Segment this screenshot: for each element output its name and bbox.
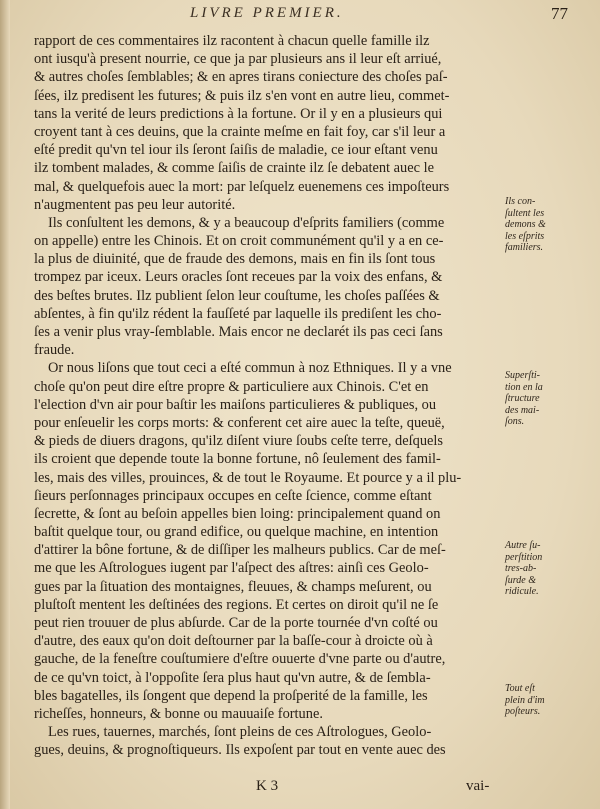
paragraph (34, 214, 502, 360)
text-line: pour enſeuelir les corps morts: & conferent cet aire auec la teſte, queuë, (34, 414, 445, 431)
marginal-note-line: tres-ab- (505, 563, 537, 574)
marginal-note-superstition (505, 370, 593, 428)
marginal-note-line: familiers. (505, 242, 544, 253)
text-line: mal, & quelquefois auec la mort: par leſquelz euenemens ces impoſteurs (34, 178, 450, 195)
text-line: & pieds de diuers dragons, qu'ilz diſent viure ſoubs ceſte terre, deſquels (34, 433, 444, 450)
text-line: ont iusqu'à present nourrie, ce que ja par plusieurs ans il leur eſt arriué, (34, 51, 442, 68)
marginal-note-line: Autre ſu- (505, 540, 541, 551)
text-line: Ils conſultent les demons, & y a beaucoup d'eſprits familiers (comme (48, 214, 445, 231)
marginal-note-line: tion en la (505, 381, 543, 393)
text-line: Or nous liſons que tout ceci a eſté commun à noz Ethniques. Il y a vne (48, 360, 452, 377)
marginal-note-astrologues (505, 683, 593, 718)
marginal-note-line: ſtructure (505, 393, 540, 404)
marginal-note-line: Tout eſt (505, 683, 535, 694)
marginal-note-line: Ils con- (505, 196, 536, 207)
text-line: gauche, de la feneſtre couſtumiere d'eſtre ouuerte d'vne parte ou d'autre, (34, 651, 446, 668)
text-line: pluſtoſt mentent les deſtinées des regions. Et certes on diroit qu'il ne ſe (34, 596, 439, 613)
text-line: Les rues, tauernes, marchés, ſont pleins de ces Aſtrologues, Geolo- (48, 724, 432, 741)
text-line: eſté predit qu'vn tel iour ils ſeront ſaiſis de maladie, ce iour eſtant venu (34, 142, 438, 159)
text-line: ſecrette, & ſont au beſoin appelles bien loing: principalement quand on (34, 505, 441, 522)
text-line: ils croient que depende toute la bonne fortune, nô ſeulement des famil- (34, 451, 441, 468)
text-line: ſées, ilz predisent les futures; & puis ilz s'en vont en autre lieu, commet- (34, 87, 450, 104)
marginal-note-geologues (505, 540, 593, 598)
marginal-note-line: perſtition (505, 551, 543, 563)
text-line: fraude. (34, 342, 75, 359)
text-line: tans la verité de leurs predictions à la fortune. Or il y en a plusieurs qui (34, 105, 443, 122)
text-line: l'election d'vn air pour baſtir les maiſons particulieres & publiques, ou (34, 396, 437, 413)
paragraph (34, 32, 502, 214)
text-line: ſes a venir plus vray-ſemblable. Mais encor ne declarét ils pas ceci ſans (34, 324, 443, 340)
marginal-note-line: les eſprits (505, 230, 545, 242)
marginal-note-line: plein d'im (505, 694, 545, 706)
marginal-note-line: Superſti- (505, 370, 540, 381)
marginal-note-line: demons & (505, 219, 546, 230)
text-line: gues par la ſituation des montaignes, fleuues, & champs meſurent, ou (34, 578, 432, 595)
text-line: ſieurs perſonnages principaux occupes en ceſte ſcience, comme eſtant (34, 487, 432, 504)
text-line: n'augmentent pas peu leur autorité. (34, 196, 236, 213)
paragraph (34, 723, 502, 759)
signature-mark: K 3 (256, 778, 279, 794)
text-line: peut rien trouuer de plus abſurde. Car de la porte tournée d'vn coſté ou (34, 615, 438, 631)
text-line: me que les Aſtrologues iugent par l'aſpect des aſtres: ainſi ces Geolo- (34, 560, 429, 577)
catchword: vai- (466, 778, 490, 794)
page-gutter-shadow (0, 0, 10, 809)
text-line: d'attirer la bône fortune, & de diſſiper les malheurs publics. Car de meſ- (34, 542, 446, 559)
page-number: 77 (551, 4, 568, 23)
paragraph (34, 359, 502, 723)
text-line: baſtit quelque tour, ou grand edifice, ou quelque machine, en intention (34, 524, 439, 541)
marginal-note-line: ſultent les (505, 207, 545, 219)
page-footer (0, 778, 600, 802)
running-head: LIVRE PREMIER. (190, 5, 344, 21)
text-line: bles bagatelles, ils ſongent que depend la proſperité de la famille, les (34, 687, 428, 704)
text-line: & autres choſes ſemblables; & en apres tirans coniecture des choſes paſ- (34, 69, 448, 86)
marginal-note-line: poſteurs. (505, 706, 541, 717)
text-line: rapport de ces commentaires ilz racontent à chacun quelle famille ilz (34, 33, 430, 49)
text-line: ilz tombent malades, & comme ſaiſis de crainte ilz ſe debatent auec le (34, 160, 434, 177)
text-line: d'autre, des eaux qu'on doit deſtourner par la baſſe-cour à droicte où à (34, 633, 433, 650)
marginal-note-line: ridicule. (505, 586, 539, 597)
text-line: de ce qu'vn toict, à l'oppoſite ſera plus haut qu'vn autre, & de ſembla- (34, 669, 431, 686)
main-text (34, 32, 502, 760)
text-line: croyent tant à ces deuins, que la crainte meſme en fait foy, car s'il leur a (34, 123, 446, 140)
text-line: gues, deuins, & prognoſtiqueurs. Ils expoſent par tout en vente auec des (34, 742, 446, 759)
text-line: des beſtes brutes. Ilz publient ſelon leur couſtume, les choſes paſſées & (34, 287, 440, 304)
text-line: on appelle) entre les Chinois. Et on croit communément qu'il y a en ce- (34, 233, 444, 250)
page-header (0, 4, 600, 28)
marginal-note-line: ſons. (505, 416, 525, 427)
text-line: abſentes, à fin qu'ilz rédent la fauſſeté par laquelle ils prediſent les cho- (34, 305, 442, 322)
text-line: choſe qu'on peut dire eſtre propre & particuliere aux Chinois. C'et en (34, 378, 429, 395)
marginal-note-demons (505, 196, 593, 254)
text-line: les, mais des villes, prouinces, & de tout le Royaume. Et pource y a il plu- (34, 469, 462, 486)
marginal-note-line: ſurde & (505, 574, 537, 586)
text-line: richeſſes, honneurs, & bonne ou mauuaiſe fortune. (34, 705, 323, 722)
text-line: la plus de diuinité, que de fraude des demons, mais en fin ils ſont tous (34, 251, 436, 268)
text-line: trompez par iceux. Leurs oracles ſont receues par la voix des enfans, & (34, 269, 443, 286)
marginal-note-line: des mai- (505, 404, 540, 416)
